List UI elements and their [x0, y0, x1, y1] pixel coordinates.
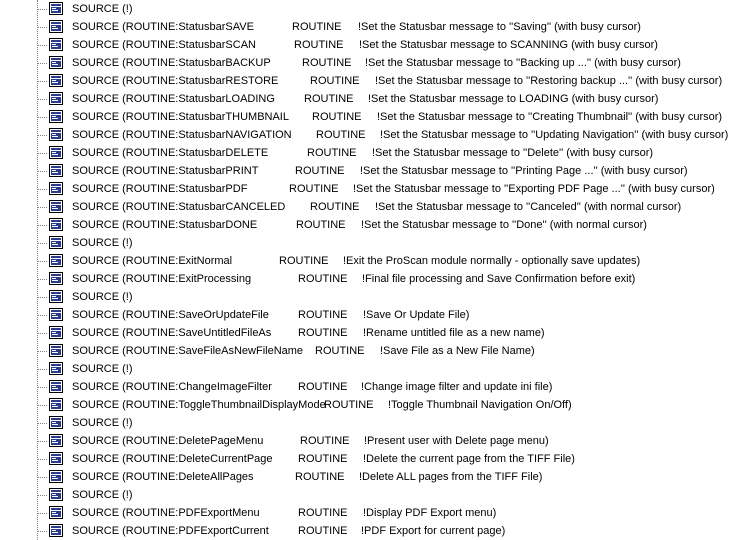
source-node-icon: [49, 272, 63, 285]
tree-item[interactable]: [0, 378, 730, 396]
tree-item[interactable]: [0, 252, 730, 270]
tree-branch-line: [38, 279, 47, 280]
tree-branch-line: [38, 315, 47, 316]
tree-branch-line: [38, 531, 47, 532]
routine-type: ROUTINE: [304, 93, 354, 105]
source-name: SOURCE (ROUTINE:SaveUntitledFileAs: [72, 327, 272, 339]
tree-item[interactable]: [0, 468, 730, 486]
source-name: SOURCE (!): [72, 237, 133, 249]
tree-item[interactable]: [0, 162, 730, 180]
source-node-icon: [49, 218, 63, 231]
source-name: SOURCE (ROUTINE:StatusbarRESTORE: [72, 75, 279, 87]
tree-branch-line: [38, 117, 47, 118]
routine-type: ROUTINE: [324, 399, 374, 411]
tree-branch-line: [38, 135, 47, 136]
source-name: SOURCE (ROUTINE:StatusbarPDF: [72, 183, 248, 195]
tree-item[interactable]: [0, 522, 730, 540]
tree-item[interactable]: [0, 324, 730, 342]
tree-branch-line: [38, 81, 47, 82]
tree-branch-line: [38, 243, 47, 244]
routine-type: ROUTINE: [298, 507, 348, 519]
source-name: SOURCE (ROUTINE:StatusbarCANCELED: [72, 201, 286, 213]
tree-branch-line: [38, 171, 47, 172]
tree-branch-line: [38, 153, 47, 154]
tree-branch-line: [38, 423, 47, 424]
routine-comment: !Save Or Update File): [363, 309, 470, 321]
routine-type: ROUTINE: [295, 165, 345, 177]
routine-comment: !Set the Statusbar message to ''Saving'' (with busy cursor): [358, 21, 641, 33]
routine-type: ROUTINE: [298, 273, 348, 285]
tree-item[interactable]: [0, 486, 730, 504]
source-name: SOURCE (ROUTINE:SaveOrUpdateFile: [72, 309, 269, 321]
source-name: SOURCE (!): [72, 291, 133, 303]
source-node-icon: [49, 380, 63, 393]
tree-item[interactable]: [0, 450, 730, 468]
source-node-icon: [49, 20, 63, 33]
tree-branch-line: [38, 225, 47, 226]
tree-branch-line: [38, 297, 47, 298]
routine-comment: !Change image filter and update ini file): [361, 381, 553, 393]
source-node-icon: [49, 434, 63, 447]
source-node-icon: [49, 110, 63, 123]
source-name: SOURCE (ROUTINE:StatusbarSCAN: [72, 39, 256, 51]
tree-branch-line: [38, 351, 47, 352]
source-name: SOURCE (ROUTINE:PDFExportMenu: [72, 507, 260, 519]
source-node-icon: [49, 38, 63, 51]
source-node-icon: [49, 254, 63, 267]
routine-type: ROUTINE: [289, 183, 339, 195]
routine-comment: !Set the Statusbar message to ''Exporting PDF Page ...'' (with busy cursor): [353, 183, 715, 195]
routine-comment: !Final file processing and Save Confirmation before exit): [362, 273, 636, 285]
source-name: SOURCE (ROUTINE:SaveFileAsNewFileName: [72, 345, 304, 357]
source-node-icon: [49, 128, 63, 141]
routine-type: ROUTINE: [294, 39, 344, 51]
source-node-icon: [49, 398, 63, 411]
source-name: SOURCE (!): [72, 417, 133, 429]
routine-comment: !Set the Statusbar message to ''Updating Navigation'' (with busy cursor): [380, 129, 729, 141]
tree-item[interactable]: [0, 306, 730, 324]
source-name: SOURCE (!): [72, 363, 133, 375]
routine-type: ROUTINE: [302, 57, 352, 69]
routine-type: ROUTINE: [292, 21, 342, 33]
routine-type: ROUTINE: [298, 453, 348, 465]
source-name: SOURCE (ROUTINE:DeleteAllPages: [72, 471, 254, 483]
source-node-icon: [49, 92, 63, 105]
tree-item[interactable]: [0, 342, 730, 360]
source-node-icon: [49, 362, 63, 375]
tree-branch-line: [38, 9, 47, 10]
routine-comment: !Set the Statusbar message to ''Backing up ...'' (with busy cursor): [365, 57, 681, 69]
routine-comment: !Set the Statusbar message to ''Delete'' (with busy cursor): [372, 147, 654, 159]
source-name: SOURCE (ROUTINE:StatusbarDONE: [72, 219, 258, 231]
tree-item[interactable]: [0, 72, 730, 90]
tree-branch-line: [38, 27, 47, 28]
source-name: SOURCE (ROUTINE:ChangeImageFilter: [72, 381, 272, 393]
routine-type: ROUTINE: [298, 525, 348, 537]
source-name: SOURCE (ROUTINE:DeletePageMenu: [72, 435, 264, 447]
source-name: SOURCE (ROUTINE:PDFExportCurrent: [72, 525, 269, 537]
routine-comment: !Set the Statusbar message to ''Printing Page ...'' (with busy cursor): [360, 165, 688, 177]
routine-type: ROUTINE: [315, 345, 365, 357]
routine-comment: !Set the Statusbar message to ''Creating Thumbnail'' (with busy cursor): [377, 111, 723, 123]
source-name: SOURCE (ROUTINE:ExitNormal: [72, 255, 233, 267]
tree-item[interactable]: [0, 360, 730, 378]
tree-item[interactable]: [0, 198, 730, 216]
tree-branch-line: [38, 207, 47, 208]
source-name: SOURCE (ROUTINE:StatusbarLOADING: [72, 93, 275, 105]
routine-type: ROUTINE: [312, 111, 362, 123]
tree-item[interactable]: [0, 180, 730, 198]
source-node-icon: [49, 452, 63, 465]
tree-item[interactable]: [0, 18, 730, 36]
tree-branch-line: [38, 45, 47, 46]
source-name: SOURCE (!): [72, 3, 133, 15]
tree-item[interactable]: [0, 144, 730, 162]
routine-type: ROUTINE: [296, 219, 346, 231]
tree-item[interactable]: [0, 270, 730, 288]
tree-item[interactable]: [0, 108, 730, 126]
routine-type: ROUTINE: [307, 147, 357, 159]
source-node-icon: [49, 56, 63, 69]
routine-comment: !Display PDF Export menu): [363, 507, 497, 519]
routine-comment: !Set the Statusbar message to LOADING (with busy cursor): [368, 93, 659, 105]
source-node-icon: [49, 2, 63, 15]
routine-comment: !Set the Statusbar message to SCANNING (with busy cursor): [359, 39, 658, 51]
source-name: SOURCE (ROUTINE:StatusbarDELETE: [72, 147, 269, 159]
tree-item[interactable]: [0, 414, 730, 432]
tree-branch-line: [38, 63, 47, 64]
routine-type: ROUTINE: [310, 201, 360, 213]
source-node-icon: [49, 290, 63, 303]
tree-branch-line: [38, 189, 47, 190]
tree-item[interactable]: [0, 396, 730, 414]
source-name: SOURCE (!): [72, 489, 133, 501]
source-node-icon: [49, 182, 63, 195]
source-name: SOURCE (ROUTINE:StatusbarBACKUP: [72, 57, 271, 69]
source-node-icon: [49, 326, 63, 339]
source-node-icon: [49, 488, 63, 501]
source-node-icon: [49, 146, 63, 159]
source-name: SOURCE (ROUTINE:ToggleThumbnailDisplayMode: [72, 399, 326, 411]
source-node-icon: [49, 164, 63, 177]
tree-item[interactable]: [0, 90, 730, 108]
source-node-icon: [49, 236, 63, 249]
source-name: SOURCE (ROUTINE:ExitProcessing: [72, 273, 252, 285]
routine-comment: !Delete the current page from the TIFF File): [363, 453, 575, 465]
tree-branch-line: [38, 387, 47, 388]
routine-comment: !Set the Statusbar message to ''Done'' (with normal cursor): [361, 219, 647, 231]
routine-type: ROUTINE: [298, 327, 348, 339]
routine-type: ROUTINE: [300, 435, 350, 447]
tree-item[interactable]: [0, 36, 730, 54]
tree-branch-line: [38, 99, 47, 100]
source-node-icon: [49, 74, 63, 87]
routine-comment: !Present user with Delete page menu): [364, 435, 549, 447]
tree-item[interactable]: [0, 54, 730, 72]
source-node-icon: [49, 416, 63, 429]
tree-item[interactable]: [0, 432, 730, 450]
source-node-icon: [49, 506, 63, 519]
source-node-icon: [49, 344, 63, 357]
routine-type: ROUTINE: [279, 255, 329, 267]
source-name: SOURCE (ROUTINE:StatusbarPRINT: [72, 165, 259, 177]
tree-branch-line: [38, 513, 47, 514]
source-name: SOURCE (ROUTINE:DeleteCurrentPage: [72, 453, 273, 465]
tree-item[interactable]: [0, 234, 730, 252]
source-node-icon: [49, 200, 63, 213]
tree-item[interactable]: [0, 504, 730, 522]
source-name: SOURCE (ROUTINE:StatusbarNAVIGATION: [72, 129, 292, 141]
source-node-icon: [49, 470, 63, 483]
tree-branch-line: [38, 459, 47, 460]
routine-comment: !Save File as a New File Name): [380, 345, 535, 357]
source-node-icon: [49, 308, 63, 321]
tree-branch-line: [38, 261, 47, 262]
tree-branch-line: [38, 333, 47, 334]
source-node-icon: [49, 524, 63, 537]
routine-type: ROUTINE: [295, 471, 345, 483]
tree-item[interactable]: [0, 0, 730, 18]
routine-comment: !PDF Export for current page): [361, 525, 506, 537]
tree-branch-line: [38, 477, 47, 478]
source-name: SOURCE (ROUTINE:StatusbarSAVE: [72, 21, 254, 33]
routine-comment: !Set the Statusbar message to ''Restoring backup ...'' (with busy cursor): [375, 75, 723, 87]
routine-comment: !Delete ALL pages from the TIFF File): [359, 471, 543, 483]
routine-type: ROUTINE: [316, 129, 366, 141]
routine-comment: !Rename untitled file as a new name): [363, 327, 545, 339]
tree-item[interactable]: [0, 288, 730, 306]
tree-item[interactable]: [0, 216, 730, 234]
source-name: SOURCE (ROUTINE:StatusbarTHUMBNAIL: [72, 111, 289, 123]
routine-type: ROUTINE: [310, 75, 360, 87]
routine-type: ROUTINE: [298, 381, 348, 393]
tree-branch-line: [38, 405, 47, 406]
routine-comment: !Exit the ProScan module normally - optionally save updates): [343, 255, 641, 267]
routine-comment: !Set the Statusbar message to ''Canceled'' (with normal cursor): [375, 201, 682, 213]
tree-item[interactable]: [0, 126, 730, 144]
tree-branch-line: [38, 369, 47, 370]
routine-comment: !Toggle Thumbnail Navigation On/Off): [388, 399, 572, 411]
tree-branch-line: [38, 441, 47, 442]
routine-type: ROUTINE: [298, 309, 348, 321]
tree-branch-line: [38, 495, 47, 496]
